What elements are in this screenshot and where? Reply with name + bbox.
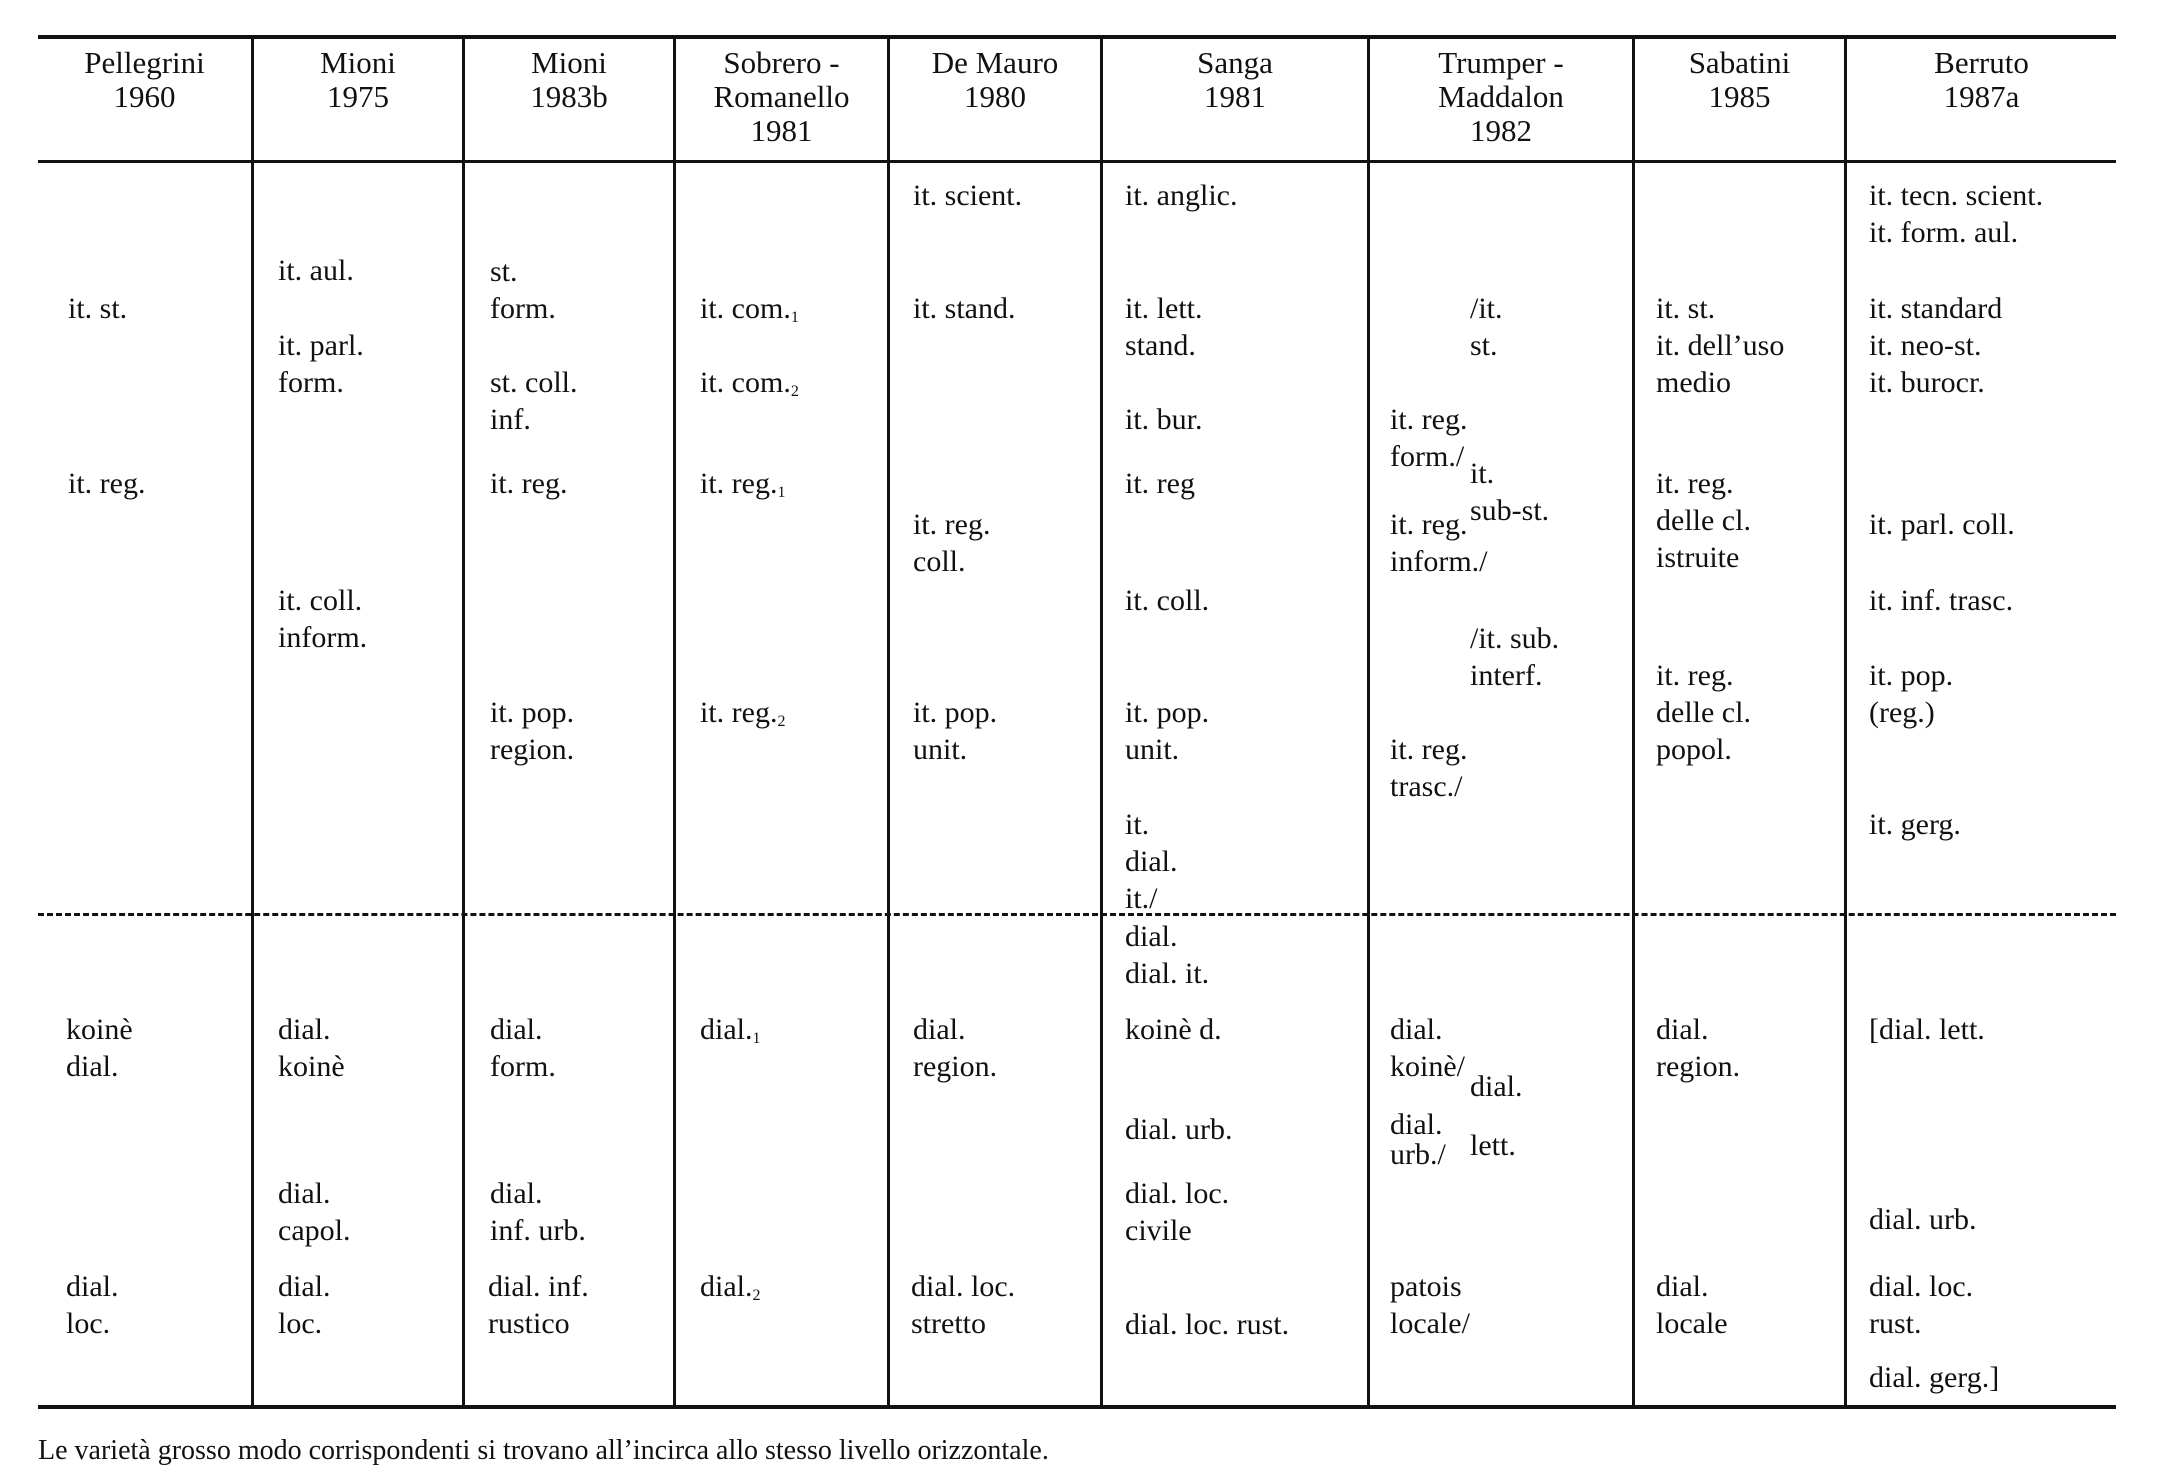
header-sanga: Sanga 1981 [1197, 45, 1273, 114]
variety-cell: dial. dial. it. [1125, 920, 1210, 990]
variety-cell: it. st. [68, 292, 128, 325]
variety-cell: dial. koinè/ [1390, 1013, 1465, 1083]
variety-cell: it. coll. [1125, 584, 1210, 617]
column-divider [1632, 39, 1635, 1405]
variety-cell: it. reg. form./ [1390, 403, 1468, 473]
variety-cell: it. inf. trasc. [1869, 584, 2014, 617]
variety-cell: dial. gerg.] [1869, 1361, 2000, 1394]
variety-cell: dial. loc. [278, 1270, 331, 1340]
variety-cell: it. lett. stand. [1125, 292, 1203, 362]
variety-cell: koinè d. [1125, 1013, 1222, 1046]
variety-cell: patois locale/ [1390, 1270, 1470, 1340]
variety-cell: lett. [1470, 1129, 1516, 1162]
variety-cell: it. reg [1125, 467, 1195, 500]
variety-cell: it. pop. region. [490, 696, 575, 766]
variety-cell: it. pop. unit. [913, 696, 998, 766]
variety-cell: it. reg. inform./ [1390, 508, 1488, 578]
variety-label: it. reg. [700, 467, 778, 500]
variety-cell: it. tecn. scient. it. form. aul. [1869, 179, 2044, 249]
variety-cell: it. reg. [68, 467, 146, 500]
header-berruto: Berruto 1987a [1934, 45, 2029, 114]
header-trumper-maddalon: Trumper - Maddalon 1982 [1438, 45, 1564, 148]
subscript-index: 2 [752, 1287, 761, 1304]
variety-cell: dial. [1470, 1070, 1523, 1103]
column-divider [1844, 39, 1847, 1405]
table-top-rule [38, 35, 2116, 39]
variety-cell: it. anglic. [1125, 179, 1238, 212]
variety-cell: dial. loc. [66, 1270, 119, 1340]
variety-cell: it. pop. unit. [1125, 696, 1210, 766]
variety-cell: dial. region. [1656, 1013, 1741, 1083]
table-bottom-rule [38, 1405, 2116, 1409]
variety-cell: [dial. lett. [1869, 1013, 1985, 1046]
variety-cell: dial. region. [913, 1013, 998, 1083]
variety-cell: dial. urb. [1125, 1113, 1233, 1146]
variety-label: it. com. [700, 366, 791, 399]
header-de-mauro: De Mauro 1980 [931, 45, 1059, 114]
subscript-index: 1 [777, 484, 786, 501]
header-sabatini: Sabatini 1985 [1688, 45, 1791, 114]
subscript-index: 1 [752, 1030, 761, 1047]
subscript-index: 2 [790, 383, 799, 400]
variety-cell [700, 290, 799, 336]
variety-cell: /it. sub. interf. [1470, 622, 1560, 692]
subscript-index: 1 [790, 309, 799, 326]
variety-cell: it. gerg. [1869, 808, 1961, 841]
subscript-index: 2 [777, 713, 786, 730]
variety-cell: it. stand. [913, 292, 1016, 325]
variety-cell: /it. st. [1470, 292, 1503, 362]
italian-dialect-divider [38, 913, 2116, 916]
variety-label: it. reg. [700, 696, 778, 729]
variety-cell: dial. koinè [278, 1013, 345, 1083]
column-divider [251, 39, 254, 1405]
column-divider [1100, 39, 1103, 1405]
variety-cell: dial. urb./ [1390, 1108, 1446, 1171]
header-bottom-rule [38, 160, 2116, 163]
column-divider [887, 39, 890, 1405]
variety-cell: it. aul. [278, 254, 354, 287]
variety-cell: dial. loc. rust. [1125, 1308, 1290, 1341]
variety-cell: it. reg. delle cl. popol. [1656, 659, 1751, 766]
header-pellegrini: Pellegrini 1960 [84, 45, 205, 114]
variety-cell: dial. loc. stretto [911, 1270, 1016, 1340]
variety-label: dial. [700, 1013, 753, 1046]
variety-cell: it. parl. form. [278, 329, 364, 399]
variety-cell [700, 465, 785, 511]
variety-cell: dial. urb. [1869, 1203, 1977, 1236]
variety-cell: st. form. [490, 255, 556, 325]
column-divider [673, 39, 676, 1405]
header-mioni-1983b: Mioni 1983b [530, 45, 608, 114]
variety-cell: koinè dial. [66, 1013, 133, 1083]
variety-cell: dial. inf. urb. [490, 1177, 586, 1247]
variety-cell: it. reg. trasc./ [1390, 733, 1468, 803]
variety-label: it. com. [700, 292, 791, 325]
variety-cell: st. coll. inf. [490, 366, 578, 436]
variety-cell: it. bur. [1125, 403, 1203, 436]
variety-cell: dial. form. [490, 1013, 556, 1083]
variety-label: dial. [700, 1270, 753, 1303]
variety-cell: dial. capol. [278, 1177, 351, 1247]
variety-cell: it. st. it. dell’uso medio [1656, 292, 1785, 399]
variety-cell [700, 1011, 761, 1057]
variety-cell: it. reg. coll. [913, 508, 991, 578]
variety-cell: it. parl. coll. [1869, 508, 2015, 541]
variety-cell: it. dial. it./ [1125, 808, 1178, 915]
variety-cell: dial. loc. rust. [1869, 1270, 1974, 1340]
column-divider [462, 39, 465, 1405]
variety-cell: it. coll. inform. [278, 584, 368, 654]
table-footnote: Le varietà grosso modo corrispondenti si trovano all’incirca allo stesso livello orizzontale. [38, 1435, 1049, 1466]
header-sobrero-romanello: Sobrero - Romanello 1981 [713, 45, 850, 148]
header-mioni-1975: Mioni 1975 [320, 45, 396, 114]
column-divider [1367, 39, 1370, 1405]
variety-cell: dial. loc. civile [1125, 1177, 1230, 1247]
variety-cell: it. pop. (reg.) [1869, 659, 1954, 729]
variety-cell: it. reg. [490, 467, 568, 500]
variety-cell: it. standard it. neo-st. it. burocr. [1869, 292, 2003, 399]
variety-cell: dial. inf. rustico [488, 1270, 589, 1340]
variety-cell: dial. locale [1656, 1270, 1728, 1340]
variety-cell: it. scient. [913, 179, 1023, 212]
variety-cell [700, 694, 785, 740]
variety-cell: it. reg. delle cl. istruite [1656, 467, 1751, 574]
variety-cell [700, 364, 799, 410]
variety-cell: it. sub-st. [1470, 457, 1550, 527]
variety-cell [700, 1268, 761, 1314]
